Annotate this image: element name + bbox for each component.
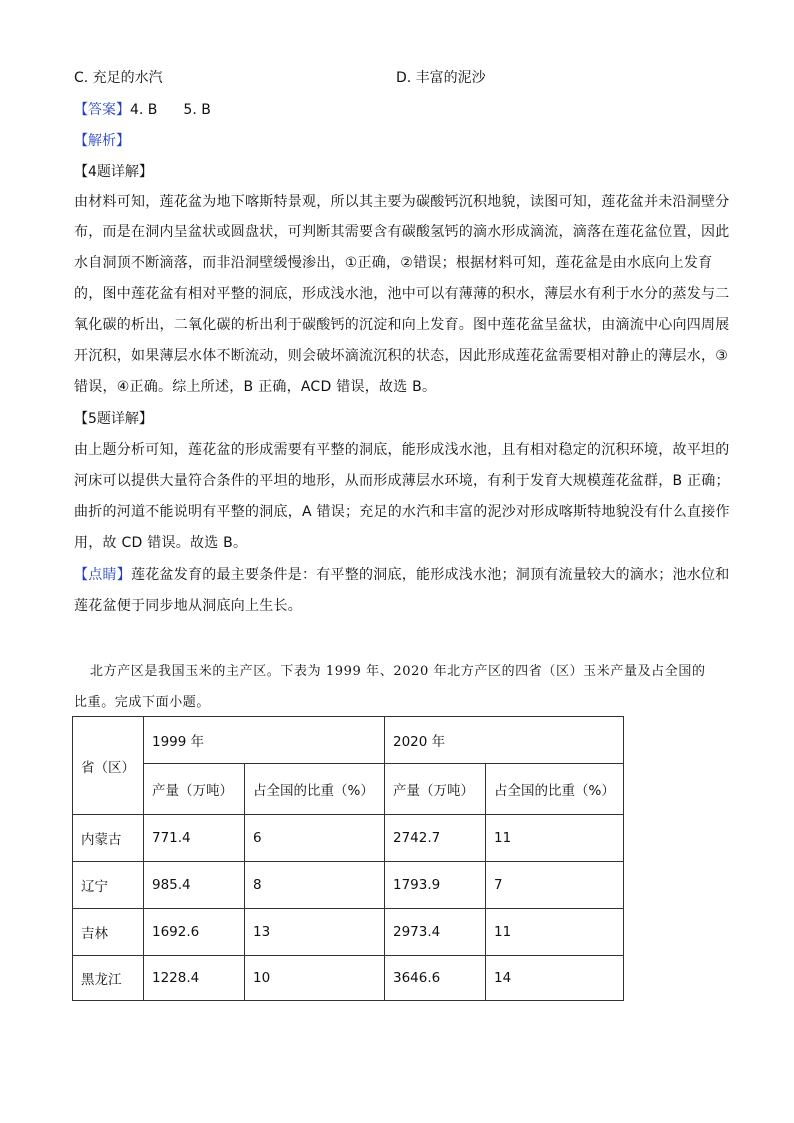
answer-line (74, 99, 211, 119)
table-cell: 14 (486, 956, 624, 1001)
row-header: 辽宁 (73, 862, 144, 909)
q5-line: 曲折的河道不能说明有平整的洞底，A 错误；充足的水汽和丰富的泥沙对形成喀斯特地貌没有什么直接作 (74, 504, 730, 520)
table-cell: 985.4 (144, 862, 245, 909)
option-d: D. 丰富的泥沙 (396, 70, 486, 86)
table-row (73, 956, 624, 1001)
q4-heading: 【4题详解】 (74, 164, 153, 180)
intro-line-1: 北方产区是我国玉米的主产区。下表为 1999 年、2020 年北方产区的四省（区）玉米产量及占全国的 (90, 664, 706, 679)
table-cell: 10 (245, 956, 385, 1001)
option-c: C. 充足的水汽 (74, 70, 163, 86)
intro-line-2: 比重。完成下面小题。 (74, 695, 211, 710)
table-cell: 11 (486, 815, 624, 862)
answer-q5: 5. B (183, 102, 211, 118)
q4-line: 开沉积，如果薄层水体不断流动，则会破坏滴流沉积的状态，因此形成莲花盆需要相对静止的薄层水，③ (74, 348, 729, 364)
column-header: 占全国的比重（%） (486, 764, 624, 815)
q4-line: 由材料可知，莲花盆为地下喀斯特景观，所以其主要为碳酸钙沉积地貌，读图可知，莲花盆并未沿洞壁分 (74, 194, 730, 210)
comment-line-1 (74, 565, 730, 585)
table-subheader-row (73, 764, 624, 815)
analysis-label: 【解析】 (74, 133, 130, 149)
corn-production-table (72, 716, 624, 1001)
table-cell: 1793.9 (385, 862, 486, 909)
table-row (73, 815, 624, 862)
comment-text: 莲花盆发育的最主要条件是：有平整的洞底，能形成浅水池；洞顶有流量较大的滴水；池水位和 (131, 567, 730, 583)
table-cell: 7 (486, 862, 624, 909)
table-cell: 11 (486, 909, 624, 956)
q4-line: 氧化碳的析出，二氧化碳的析出利于碳酸钙的沉淀和向上发育。图中莲花盆呈盆状，由滴流中心向四周展 (74, 317, 730, 333)
table-cell: 6 (245, 815, 385, 862)
table-cell: 1228.4 (144, 956, 245, 1001)
comment-label: 【点睛】 (74, 567, 131, 583)
table-cell: 1692.6 (144, 909, 245, 956)
table-header-row (73, 717, 624, 764)
row-header: 内蒙古 (73, 815, 144, 862)
table-cell: 2973.4 (385, 909, 486, 956)
q4-line: 水自洞顶不断滴落，而非沿洞壁缓慢渗出，①正确，②错误；根据材料可知，莲花盆是由水底向上发育 (74, 255, 713, 271)
table-row (73, 909, 624, 956)
table-corner-cell: 省（区） (73, 717, 144, 815)
table-cell: 771.4 (144, 815, 245, 862)
q5-heading: 【5题详解】 (74, 411, 153, 427)
column-header: 产量（万吨） (144, 764, 245, 815)
q4-line: 错误，④正确。综上所述，B 正确，ACD 错误，故选 B。 (74, 379, 437, 395)
year-header-1999: 1999 年 (144, 717, 385, 764)
q5-line: 河床可以提供大量符合条件的平坦的地形，从而形成薄层水环境，有利于发育大规模莲花盆群，B 正确； (74, 473, 730, 489)
q5-line: 用，故 CD 错误。故选 B。 (74, 535, 248, 551)
table-row (73, 862, 624, 909)
year-header-2020: 2020 年 (385, 717, 624, 764)
answer-q4: 4. B (130, 102, 158, 118)
answer-label: 【答案】 (74, 102, 130, 118)
table-cell: 8 (245, 862, 385, 909)
table-cell: 2742.7 (385, 815, 486, 862)
q4-line: 布，而是在洞内呈盆状或圆盘状，可判断其需要含有碳酸氢钙的滴水形成滴流，滴落在莲花盆位置，因此 (74, 224, 730, 240)
q4-line: 的，图中莲花盆有相对平整的洞底，形成浅水池，池中可以有薄薄的积水，薄层水有利于水分的蒸发与二 (74, 286, 730, 302)
column-header: 占全国的比重（%） (245, 764, 385, 815)
comment-line-2: 莲花盆便于同步地从洞底向上生长。 (74, 598, 302, 614)
row-header: 吉林 (73, 909, 144, 956)
table-cell: 3646.6 (385, 956, 486, 1001)
q5-line: 由上题分析可知，莲花盆的形成需要有平整的洞底，能形成浅水池，且有相对稳定的沉积环境，故平坦的 (74, 442, 730, 458)
table-cell: 13 (245, 909, 385, 956)
row-header: 黑龙江 (73, 956, 144, 1001)
column-header: 产量（万吨） (385, 764, 486, 815)
